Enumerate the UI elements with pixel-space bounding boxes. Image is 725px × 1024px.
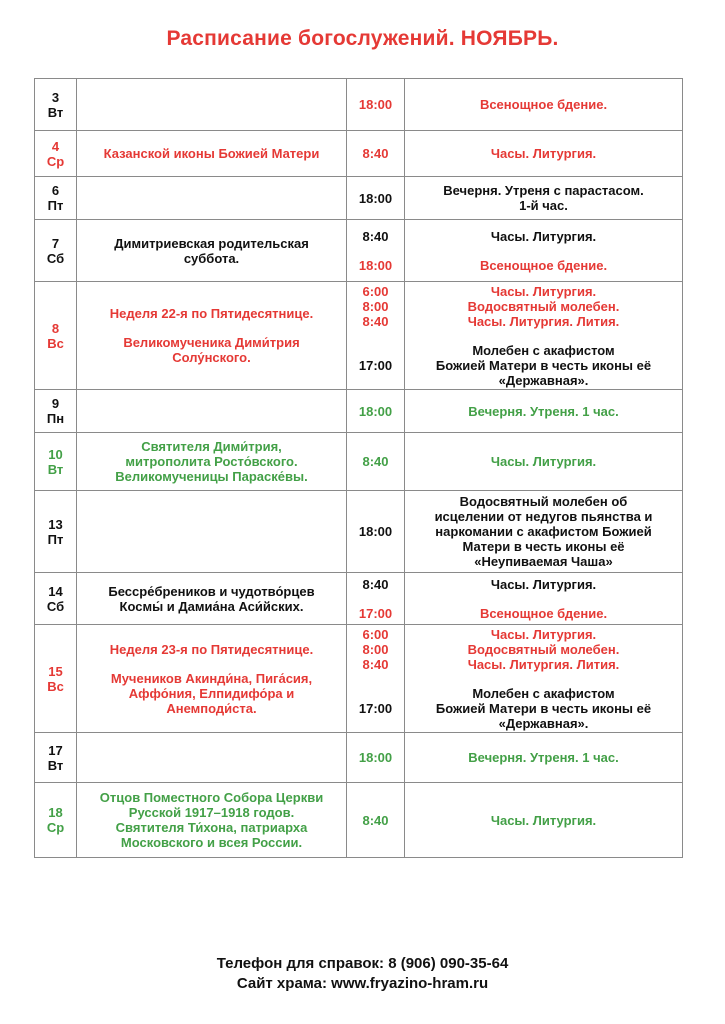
time-gap bbox=[350, 329, 401, 343]
service-gap bbox=[408, 672, 679, 686]
feast-line: Анемподи́ста. bbox=[166, 700, 257, 716]
service-time: 8:00 bbox=[362, 298, 389, 314]
feast-cell bbox=[77, 573, 347, 625]
service-line: Водосвятный молебен. bbox=[467, 641, 620, 657]
date-cell bbox=[35, 177, 77, 220]
feast-gap bbox=[80, 321, 343, 335]
service-line: Часы. Литургия. Лития. bbox=[467, 313, 620, 329]
schedule-row bbox=[35, 491, 683, 573]
feast-line: Московского и всея России. bbox=[120, 835, 303, 850]
service-time: 18:00 bbox=[358, 403, 393, 419]
service-line: Часы. Литургия. Лития. bbox=[467, 656, 620, 672]
feast-line: Русской 1917–1918 годов. bbox=[128, 805, 295, 820]
feast-cell bbox=[77, 733, 347, 783]
footer-site: Сайт храма: www.fryazino-hram.ru bbox=[236, 975, 489, 992]
weekday: Пт bbox=[47, 531, 64, 547]
day-number: 8 bbox=[51, 320, 60, 336]
service-cell bbox=[405, 433, 683, 491]
service-line: Вечерня. Утреня с парастасом. bbox=[443, 183, 644, 198]
service-gap bbox=[408, 329, 679, 343]
feast-line: Космы́ и Дамиа́на Аси́йских. bbox=[119, 598, 304, 614]
schedule-row bbox=[35, 783, 683, 858]
service-time: 8:40 bbox=[362, 454, 389, 469]
service-cell bbox=[405, 390, 683, 433]
footer-phone: Телефон для справок: 8 (906) 090-35-64 bbox=[216, 955, 509, 972]
schedule-row bbox=[35, 390, 683, 433]
date-cell bbox=[35, 131, 77, 177]
service-time: 6:00 bbox=[362, 626, 389, 642]
day-number: 6 bbox=[51, 183, 60, 198]
service-line: Часы. Литургия. bbox=[490, 812, 597, 828]
day-number: 10 bbox=[48, 446, 63, 462]
schedule-row bbox=[35, 220, 683, 282]
service-time: 8:40 bbox=[362, 656, 389, 672]
date-cell bbox=[35, 282, 77, 390]
service-time: 17:00 bbox=[358, 605, 393, 621]
date-cell bbox=[35, 733, 77, 783]
service-line: Божией Матери в честь иконы её bbox=[435, 700, 652, 716]
day-number: 14 bbox=[48, 583, 63, 599]
feast-line: митрополита Росто́вского. bbox=[125, 454, 298, 469]
service-line: Часы. Литургия. bbox=[490, 454, 597, 469]
feast-line: Солу́нского. bbox=[172, 350, 251, 365]
feast-cell bbox=[77, 625, 347, 733]
service-time: 18:00 bbox=[358, 257, 393, 273]
weekday: Вс bbox=[47, 335, 64, 351]
feast-line: Димитриевская родительская bbox=[114, 235, 309, 251]
weekday: Вт bbox=[47, 461, 64, 477]
date-cell bbox=[35, 573, 77, 625]
schedule-row bbox=[35, 79, 683, 131]
time-cell bbox=[347, 491, 405, 573]
schedule-row bbox=[35, 433, 683, 491]
time-cell bbox=[347, 390, 405, 433]
feast-line: Отцов Поместного Собора Церкви bbox=[99, 790, 324, 805]
service-time: 8:40 bbox=[362, 146, 389, 161]
time-gap bbox=[350, 672, 401, 686]
service-line: «Державная». bbox=[498, 715, 589, 731]
day-number: 17 bbox=[48, 742, 63, 758]
service-time: 18:00 bbox=[358, 190, 393, 206]
service-time: 18:00 bbox=[358, 97, 393, 112]
date-cell bbox=[35, 783, 77, 858]
feast-cell bbox=[77, 282, 347, 390]
service-line: исцелении от недугов пьянства и bbox=[434, 509, 653, 524]
service-line: «Неупиваемая Чаша» bbox=[474, 554, 613, 569]
feast-cell bbox=[77, 390, 347, 433]
feast-cell bbox=[77, 491, 347, 573]
feast-cell bbox=[77, 220, 347, 282]
weekday: Сб bbox=[46, 250, 65, 266]
schedule-row bbox=[35, 625, 683, 733]
feast-line: Неделя 22-я по Пятидесятнице. bbox=[109, 306, 314, 321]
weekday: Ср bbox=[46, 820, 65, 835]
day-number: 4 bbox=[51, 138, 60, 154]
weekday: Вс bbox=[47, 678, 64, 694]
time-cell bbox=[347, 79, 405, 131]
service-time: 18:00 bbox=[358, 524, 393, 539]
service-cell bbox=[405, 79, 683, 131]
service-line: Водосвятный молебен. bbox=[467, 298, 620, 314]
service-line: Вечерня. Утреня. 1 час. bbox=[468, 403, 619, 419]
weekday: Вт bbox=[47, 757, 64, 773]
service-time: 18:00 bbox=[358, 750, 393, 765]
service-gap bbox=[408, 244, 679, 258]
service-time: 17:00 bbox=[358, 700, 393, 716]
feast-cell bbox=[77, 783, 347, 858]
service-cell bbox=[405, 491, 683, 573]
date-cell bbox=[35, 390, 77, 433]
date-cell bbox=[35, 79, 77, 131]
feast-gap bbox=[80, 657, 343, 671]
feast-line: Великомученицы Параске́вы. bbox=[115, 469, 308, 484]
service-cell bbox=[405, 220, 683, 282]
feast-line: Мучеников Акинди́на, Пига́сия, bbox=[110, 670, 313, 686]
schedule-row bbox=[35, 131, 683, 177]
service-time: 8:40 bbox=[362, 313, 389, 329]
time-cell bbox=[347, 783, 405, 858]
service-line: Часы. Литургия. bbox=[490, 626, 597, 642]
schedule-row bbox=[35, 177, 683, 220]
weekday: Пт bbox=[47, 198, 64, 213]
page-title: Расписание богослужений. НОЯБРЬ. bbox=[166, 27, 559, 50]
service-line: Молебен с акафистом bbox=[472, 342, 615, 358]
service-time: 8:40 bbox=[362, 576, 389, 592]
service-line: «Державная». bbox=[498, 372, 589, 388]
service-time: 8:40 bbox=[362, 228, 389, 244]
service-time: 8:00 bbox=[362, 641, 389, 657]
service-time: 17:00 bbox=[358, 357, 393, 373]
service-cell bbox=[405, 282, 683, 390]
time-cell bbox=[347, 625, 405, 733]
feast-line: Аффо́ния, Елпидифо́ра и bbox=[128, 685, 295, 701]
service-time: 6:00 bbox=[362, 283, 389, 299]
schedule-row bbox=[35, 733, 683, 783]
time-cell bbox=[347, 177, 405, 220]
day-number: 7 bbox=[51, 235, 60, 251]
service-line: Божией Матери в честь иконы её bbox=[435, 357, 652, 373]
feast-cell bbox=[77, 79, 347, 131]
date-cell bbox=[35, 625, 77, 733]
day-number: 9 bbox=[51, 396, 60, 411]
feast-cell bbox=[77, 433, 347, 491]
service-cell bbox=[405, 733, 683, 783]
service-line: Часы. Литургия. bbox=[490, 146, 597, 161]
feast-line: Святителя Дими́трия, bbox=[141, 439, 282, 454]
schedule-body bbox=[35, 79, 683, 858]
time-cell bbox=[347, 573, 405, 625]
service-line: 1-й час. bbox=[519, 198, 568, 213]
service-cell bbox=[405, 177, 683, 220]
schedule-table bbox=[34, 78, 683, 858]
service-line: Часы. Литургия. bbox=[490, 576, 597, 592]
service-cell bbox=[405, 783, 683, 858]
weekday: Вт bbox=[47, 104, 64, 120]
day-number: 3 bbox=[51, 89, 60, 105]
service-line: Всенощное бдение. bbox=[479, 97, 608, 112]
day-number: 18 bbox=[48, 805, 63, 820]
service-line: Часы. Литургия. bbox=[490, 283, 597, 299]
day-number: 13 bbox=[48, 516, 63, 532]
feast-line: Казанской иконы Божией Матери bbox=[103, 146, 320, 161]
service-line: Вечерня. Утреня. 1 час. bbox=[468, 750, 619, 765]
service-line: Матери в честь иконы её bbox=[462, 539, 625, 554]
feast-line: Святителя Ти́хона, патриарха bbox=[115, 820, 308, 835]
feast-line: Неделя 23-я по Пятидесятнице. bbox=[109, 641, 314, 657]
feast-line: суббота. bbox=[183, 250, 240, 266]
time-cell bbox=[347, 733, 405, 783]
day-number: 15 bbox=[48, 663, 63, 679]
service-cell bbox=[405, 573, 683, 625]
schedule-row bbox=[35, 282, 683, 390]
service-line: наркомании с акафистом Божией bbox=[435, 524, 652, 539]
date-cell bbox=[35, 220, 77, 282]
weekday: Ср bbox=[46, 153, 65, 169]
feast-line: Бессре́бреников и чудотво́рцев bbox=[108, 583, 315, 599]
service-line: Молебен с акафистом bbox=[472, 685, 615, 701]
feast-cell bbox=[77, 177, 347, 220]
time-gap bbox=[350, 592, 401, 606]
service-cell bbox=[405, 131, 683, 177]
time-cell bbox=[347, 433, 405, 491]
schedule-row bbox=[35, 573, 683, 625]
weekday: Сб bbox=[46, 598, 65, 614]
service-time: 8:40 bbox=[362, 812, 389, 828]
feast-cell bbox=[77, 131, 347, 177]
time-gap bbox=[350, 244, 401, 258]
service-line: Часы. Литургия. bbox=[490, 228, 597, 244]
service-line: Водосвятный молебен об bbox=[459, 494, 628, 509]
service-line: Всенощное бдение. bbox=[479, 605, 608, 621]
service-line: Всенощное бдение. bbox=[479, 257, 608, 273]
feast-line: Великомученика Дими́трия bbox=[123, 335, 300, 350]
time-cell bbox=[347, 220, 405, 282]
service-cell bbox=[405, 625, 683, 733]
service-gap bbox=[408, 592, 679, 606]
time-cell bbox=[347, 131, 405, 177]
date-cell bbox=[35, 491, 77, 573]
weekday: Пн bbox=[46, 411, 65, 426]
time-cell bbox=[347, 282, 405, 390]
date-cell bbox=[35, 433, 77, 491]
